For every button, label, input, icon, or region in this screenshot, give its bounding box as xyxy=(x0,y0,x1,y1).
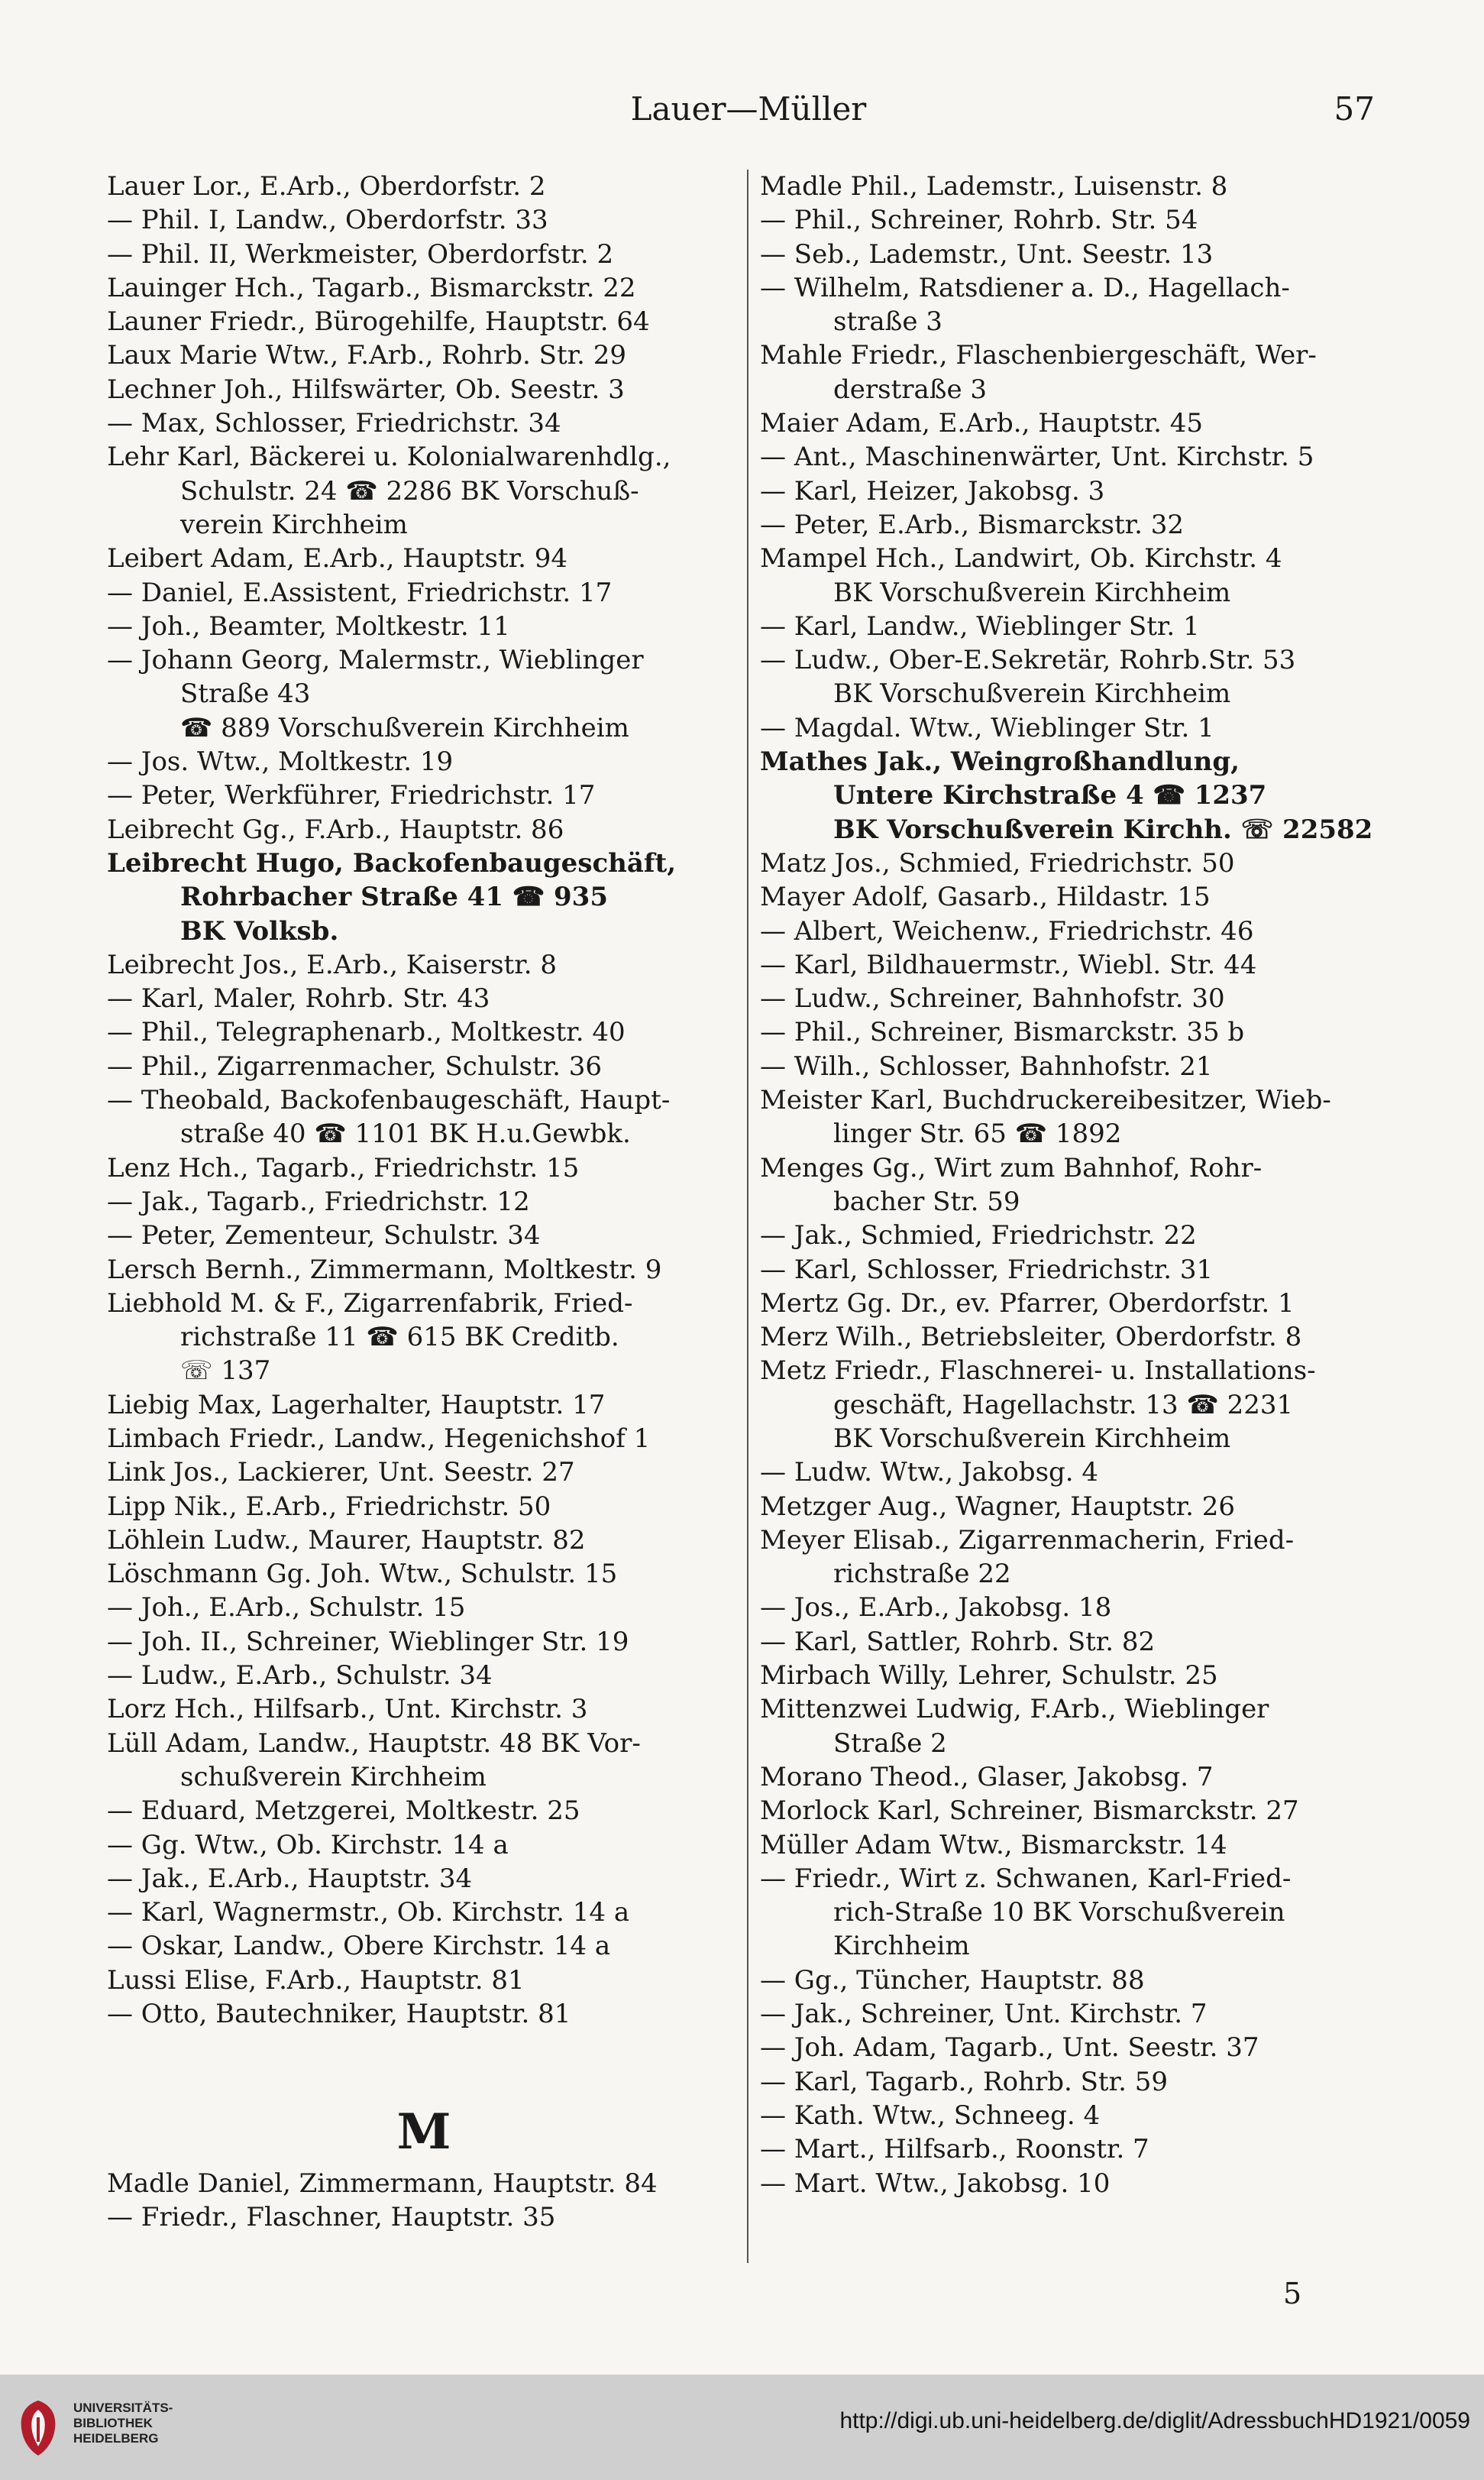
entry-line: — Gg. Wtw., Ob. Kirchstr. 14 a xyxy=(107,1829,509,1860)
directory-entry xyxy=(760,474,1394,508)
entry-continuation: ☏ 137 xyxy=(180,1355,271,1387)
directory-entry xyxy=(107,271,741,305)
entry-line: Link Jos., Lackierer, Unt. Seestr. 27 xyxy=(107,1457,575,1488)
directory-entry xyxy=(107,305,741,338)
entry-continuation: bacher Str. 59 xyxy=(833,1186,1020,1217)
directory-entry xyxy=(760,1354,1394,1455)
entry-line: Matz Jos., Schmied, Friedrichstr. 50 xyxy=(760,847,1235,879)
directory-entry xyxy=(107,1625,741,1659)
entry-line: Lechner Joh., Hilfswärter, Ob. Seestr. 3 xyxy=(107,374,625,405)
entry-line: Leibrecht Hugo, Backofenbaugeschäft, xyxy=(107,847,677,879)
directory-entry xyxy=(107,1794,741,1828)
entry-continuation: BK Vorschußverein Kirchh. ☏ 22582 xyxy=(833,814,1373,845)
directory-entry xyxy=(107,1015,741,1049)
directory-entry xyxy=(107,576,741,610)
entry-line: Metz Friedr., Flaschnerei- u. Installations- xyxy=(760,1355,1316,1387)
entry-line: — Jak., Tagarb., Friedrichstr. 12 xyxy=(107,1186,530,1217)
entry-line: — Otto, Bautechniker, Hauptstr. 81 xyxy=(107,1999,571,2030)
entry-line: — Karl, Maler, Rohrb. Str. 43 xyxy=(107,983,490,1015)
entry-line: — Johann Georg, Malermstr., Wieblinger xyxy=(107,645,644,676)
entry-line: — Seb., Lademstr., Unt. Seestr. 13 xyxy=(760,238,1214,270)
entry-line: — Karl, Tagarb., Rohrb. Str. 59 xyxy=(760,2066,1168,2097)
entry-line: — Theobald, Backofenbaugeschäft, Haupt- xyxy=(107,1085,671,1116)
entry-line: — Max, Schlosser, Friedrichstr. 34 xyxy=(107,408,561,439)
directory-entry xyxy=(107,610,741,643)
entry-line: Lüll Adam, Landw., Hauptstr. 48 BK Vor- xyxy=(107,1727,641,1759)
entry-continuation: richstraße 22 xyxy=(833,1559,1011,1590)
directory-entry xyxy=(107,1828,741,1862)
directory-entry xyxy=(760,2099,1394,2132)
entry-line: Mahle Friedr., Flaschenbiergeschäft, Wer- xyxy=(760,340,1317,371)
directory-entry xyxy=(107,170,741,203)
entry-continuation: BK Vorschußverein Kirchheim xyxy=(833,678,1231,710)
entry-line: — Jak., E.Arb., Hauptstr. 34 xyxy=(107,1863,473,1894)
source-url-link[interactable]: http://digi.ub.uni-heidelberg.de/diglit/AdressbuchHD1921/0059 xyxy=(839,2408,1470,2433)
entry-line: — Phil., Schreiner, Rohrb. Str. 54 xyxy=(760,205,1198,236)
entry-continuation: ☎ 889 Vorschußverein Kirchheim xyxy=(180,712,629,743)
entry-line: Mathes Jak., Weingroßhandlung, xyxy=(760,746,1240,778)
directory-entry xyxy=(107,1896,741,1929)
directory-entry xyxy=(107,542,741,575)
directory-entry xyxy=(107,813,741,847)
entry-line: — Jak., Schmied, Friedrichstr. 22 xyxy=(760,1220,1197,1251)
entry-line: Launer Friedr., Bürogehilfe, Hauptstr. 64 xyxy=(107,306,650,338)
entry-line: Leibert Adam, E.Arb., Hauptstr. 94 xyxy=(107,543,568,575)
library-logo-icon xyxy=(14,2397,63,2459)
entry-line: — Jos. Wtw., Moltkestr. 19 xyxy=(107,746,454,778)
entry-line: Metzger Aug., Wagner, Hauptstr. 26 xyxy=(760,1491,1236,1522)
directory-entry xyxy=(760,1625,1394,1659)
directory-entry xyxy=(107,1388,741,1422)
entry-line: Menges Gg., Wirt zum Bahnhof, Rohr- xyxy=(760,1152,1263,1183)
library-name-line: UNIVERSITÄTS- xyxy=(73,2401,173,2415)
directory-entry xyxy=(760,203,1394,237)
entry-line: Liebig Max, Lagerhalter, Hauptstr. 17 xyxy=(107,1389,606,1420)
directory-entry xyxy=(107,1727,741,1795)
entry-continuation: Straße 2 xyxy=(833,1727,947,1759)
entry-line: — Joh. Adam, Tagarb., Unt. Seestr. 37 xyxy=(760,2032,1259,2064)
directory-entry xyxy=(107,1185,741,1219)
entry-line: Lipp Nik., E.Arb., Friedrichstr. 50 xyxy=(107,1491,551,1522)
entry-continuation: BK Vorschußverein Kirchheim xyxy=(833,577,1231,608)
entry-line: — Friedr., Wirt z. Schwanen, Karl-Fried- xyxy=(760,1863,1292,1894)
section-letter-heading: M xyxy=(396,2103,451,2161)
entry-line: Lauer Lor., E.Arb., Oberdorfstr. 2 xyxy=(107,171,546,202)
entry-line: Mayer Adolf, Gasarb., Hildastr. 15 xyxy=(760,882,1211,913)
directory-entry xyxy=(760,982,1394,1015)
directory-entry xyxy=(107,1964,741,1997)
directory-entry xyxy=(107,1083,741,1151)
entry-line: — Karl, Schlosser, Friedrichstr. 31 xyxy=(760,1254,1214,1285)
entry-line: Liebhold M. & F., Zigarrenfabrik, Fried- xyxy=(107,1287,633,1319)
entry-line: Mertz Gg. Dr., ev. Pfarrer, Oberdorfstr. 1 xyxy=(760,1287,1295,1319)
entry-line: — Gg., Tüncher, Hauptstr. 88 xyxy=(760,1964,1145,1996)
directory-entry xyxy=(107,1557,741,1591)
directory-entry xyxy=(760,1997,1394,2031)
entry-continuation: richstraße 11 ☎ 615 BK Creditb. xyxy=(180,1322,619,1353)
directory-entry xyxy=(760,711,1394,745)
directory-entry xyxy=(760,1862,1394,1964)
entry-line: Löhlein Ludw., Maurer, Hauptstr. 82 xyxy=(107,1524,586,1556)
directory-entry xyxy=(760,1083,1394,1151)
directory-entry xyxy=(760,880,1394,914)
entry-line: — Jos., E.Arb., Jakobsg. 18 xyxy=(760,1592,1112,1624)
library-name xyxy=(73,2401,173,2446)
page-number: 57 xyxy=(1334,90,1375,128)
directory-entry xyxy=(107,1659,741,1692)
directory-entry xyxy=(760,1964,1394,1997)
directory-entry xyxy=(760,1760,1394,1794)
entry-line: Müller Adam Wtw., Bismarckstr. 14 xyxy=(760,1829,1227,1860)
entry-line: — Mart. Wtw., Jakobsg. 10 xyxy=(760,2168,1111,2199)
directory-entry xyxy=(760,238,1394,271)
entry-line: Mampel Hch., Landwirt, Ob. Kirchstr. 4 xyxy=(760,543,1282,575)
directory-entry xyxy=(107,2200,741,2234)
entry-line: Lorz Hch., Hilfsarb., Unt. Kirchstr. 3 xyxy=(107,1694,588,1725)
entry-line: — Joh., E.Arb., Schulstr. 15 xyxy=(107,1592,466,1624)
entry-line: Leibrecht Jos., E.Arb., Kaiserstr. 8 xyxy=(107,949,557,980)
directory-entry xyxy=(107,1422,741,1455)
directory-entry xyxy=(760,542,1394,610)
directory-entry xyxy=(760,745,1394,847)
entry-line: — Daniel, E.Assistent, Friedrichstr. 17 xyxy=(107,577,613,608)
directory-entry xyxy=(107,982,741,1015)
directory-entry xyxy=(760,1523,1394,1591)
library-name-line: HEIDELBERG xyxy=(73,2431,159,2446)
entry-line: — Phil., Zigarrenmacher, Schulstr. 36 xyxy=(107,1051,603,1082)
directory-entry xyxy=(107,1219,741,1252)
directory-entry xyxy=(760,406,1394,440)
directory-entry xyxy=(760,440,1394,474)
directory-entry xyxy=(760,2132,1394,2166)
directory-entry xyxy=(760,1794,1394,1828)
directory-entry xyxy=(760,1692,1394,1760)
directory-entry xyxy=(760,1287,1394,1320)
directory-entry xyxy=(760,610,1394,643)
entry-line: — Karl, Wagnermstr., Ob. Kirchstr. 14 a xyxy=(107,1897,630,1928)
entry-continuation: straße 40 ☎ 1101 BK H.u.Gewbk. xyxy=(180,1119,631,1150)
directory-entry xyxy=(760,1320,1394,1354)
entry-line: — Peter, E.Arb., Bismarckstr. 32 xyxy=(760,509,1185,540)
entry-line: Lehr Karl, Bäckerei u. Kolonialwarenhdlg., xyxy=(107,442,671,473)
entry-line: — Phil., Schreiner, Bismarckstr. 35 b xyxy=(760,1017,1245,1048)
entry-line: — Ant., Maschinenwärter, Unt. Kirchstr. 5 xyxy=(760,442,1314,473)
entry-line: — Karl, Bildhauermstr., Wiebl. Str. 44 xyxy=(760,949,1257,980)
directory-entry xyxy=(760,338,1394,406)
entry-line: Lenz Hch., Tagarb., Friedrichstr. 15 xyxy=(107,1152,580,1183)
entry-line: Meister Karl, Buchdruckereibesitzer, Wieb- xyxy=(760,1085,1331,1116)
entry-line: Morano Theod., Glaser, Jakobsg. 7 xyxy=(760,1761,1214,1792)
column-divider xyxy=(747,170,748,2263)
section-spacer xyxy=(107,2031,741,2099)
entry-continuation: linger Str. 65 ☎ 1892 xyxy=(833,1119,1122,1150)
entry-line: — Ludw., Schreiner, Bahnhofstr. 30 xyxy=(760,983,1225,1015)
entry-line: Morlock Karl, Schreiner, Bismarckstr. 27 xyxy=(760,1795,1299,1827)
entry-line: — Karl, Sattler, Rohrb. Str. 82 xyxy=(760,1626,1156,1657)
directory-entry xyxy=(760,1659,1394,1692)
directory-entry xyxy=(760,1015,1394,1049)
entry-line: Madle Daniel, Zimmermann, Hauptstr. 84 xyxy=(107,2168,658,2199)
entry-line: — Wilh., Schlosser, Bahnhofstr. 21 xyxy=(760,1051,1213,1082)
directory-entry xyxy=(760,1253,1394,1287)
entry-line: Madle Phil., Lademstr., Luisenstr. 8 xyxy=(760,171,1228,202)
directory-entry xyxy=(760,170,1394,203)
entry-line: — Joh. II., Schreiner, Wieblinger Str. 19 xyxy=(107,1626,629,1657)
directory-entry xyxy=(760,948,1394,982)
library-name-line: BIBLIOTHEK xyxy=(73,2416,153,2430)
directory-entry xyxy=(107,1692,741,1726)
directory-entry xyxy=(107,847,741,948)
directory-entry xyxy=(760,1591,1394,1624)
directory-entry xyxy=(760,1455,1394,1489)
entry-line: — Ludw., E.Arb., Schulstr. 34 xyxy=(107,1660,493,1692)
directory-entry xyxy=(107,338,741,372)
directory-entry xyxy=(107,1253,741,1287)
entry-continuation: verein Kirchheim xyxy=(180,509,408,540)
entry-line: — Peter, Werkführer, Friedrichstr. 17 xyxy=(107,780,596,811)
directory-entry xyxy=(107,779,741,812)
directory-entry xyxy=(107,948,741,982)
footer-bar xyxy=(0,2375,1484,2480)
directory-entry xyxy=(107,1862,741,1896)
entry-line: Mittenzwei Ludwig, F.Arb., Wieblinger xyxy=(760,1694,1269,1725)
entry-line: Limbach Friedr., Landw., Hegenichshof 1 xyxy=(107,1423,651,1454)
entry-line: — Mart., Hilfsarb., Roonstr. 7 xyxy=(760,2134,1149,2165)
directory-entry xyxy=(760,271,1394,339)
directory-entry xyxy=(107,238,741,271)
directory-entry xyxy=(107,1997,741,2031)
entry-continuation: Schulstr. 24 ☎ 2286 BK Vorschuß- xyxy=(180,475,639,507)
directory-entry xyxy=(107,1523,741,1557)
entry-continuation: straße 3 xyxy=(833,306,942,338)
entry-line: Merz Wilh., Betriebsleiter, Oberdorfstr. 8 xyxy=(760,1322,1302,1353)
directory-entry xyxy=(107,1287,741,1388)
directory-entry xyxy=(760,643,1394,711)
directory-entry xyxy=(107,643,741,745)
entry-line: Lauinger Hch., Tagarb., Bismarckstr. 22 xyxy=(107,272,636,303)
entry-line: — Albert, Weichenw., Friedrichstr. 46 xyxy=(760,915,1254,947)
directory-entry xyxy=(107,1591,741,1624)
left-column xyxy=(107,170,741,2234)
entry-continuation: Straße 43 xyxy=(180,678,311,710)
entry-line: — Jak., Schreiner, Unt. Kirchstr. 7 xyxy=(760,1999,1208,2030)
directory-entry xyxy=(107,1929,741,1963)
entry-line: — Eduard, Metzgerei, Moltkestr. 25 xyxy=(107,1795,580,1827)
directory-entry xyxy=(760,1050,1394,1083)
entry-continuation: Untere Kirchstraße 4 ☎ 1237 xyxy=(833,780,1267,811)
entry-line: — Magdal. Wtw., Wieblinger Str. 1 xyxy=(760,712,1214,743)
entry-continuation: BK Volksb. xyxy=(180,915,339,947)
entry-line: — Oskar, Landw., Obere Kirchstr. 14 a xyxy=(107,1931,611,1962)
entry-line: Mirbach Willy, Lehrer, Schulstr. 25 xyxy=(760,1660,1218,1692)
entry-line: — Karl, Landw., Wieblinger Str. 1 xyxy=(760,610,1200,642)
entry-line: — Ludw. Wtw., Jakobsg. 4 xyxy=(760,1457,1099,1488)
entry-line: — Joh., Beamter, Moltkestr. 11 xyxy=(107,610,510,642)
directory-entry xyxy=(760,2031,1394,2064)
entry-line: — Karl, Heizer, Jakobsg. 3 xyxy=(760,475,1105,507)
directory-entry xyxy=(107,1455,741,1489)
entry-line: Meyer Elisab., Zigarrenmacherin, Fried- xyxy=(760,1524,1295,1556)
entry-line: Maier Adam, E.Arb., Hauptstr. 45 xyxy=(760,408,1203,439)
directory-entry xyxy=(107,406,741,440)
entry-continuation: geschäft, Hagellachstr. 13 ☎ 2231 xyxy=(833,1389,1294,1420)
directory-entry xyxy=(107,373,741,406)
entry-line: Löschmann Gg. Joh. Wtw., Schulstr. 15 xyxy=(107,1559,618,1590)
entry-continuation: derstraße 3 xyxy=(833,374,988,405)
entry-continuation: rich-Straße 10 BK Vorschußverein xyxy=(833,1897,1285,1928)
entry-line: — Wilhelm, Ratsdiener a. D., Hagellach- xyxy=(760,272,1290,303)
entry-line: — Kath. Wtw., Schneeg. 4 xyxy=(760,2100,1101,2131)
entry-line: — Phil., Telegraphenarb., Moltkestr. 40 xyxy=(107,1017,626,1048)
entry-line: Leibrecht Gg., F.Arb., Hauptstr. 86 xyxy=(107,814,564,845)
directory-entry xyxy=(760,2065,1394,2099)
directory-entry xyxy=(107,440,741,542)
entry-line: Lersch Bernh., Zimmermann, Moltkestr. 9 xyxy=(107,1254,662,1285)
entry-line: — Friedr., Flaschner, Hauptstr. 35 xyxy=(107,2201,556,2232)
entry-continuation: BK Vorschußverein Kirchheim xyxy=(833,1423,1231,1454)
entry-continuation: schußverein Kirchheim xyxy=(180,1761,487,1792)
directory-entry xyxy=(760,915,1394,948)
directory-entry xyxy=(107,1151,741,1185)
entry-continuation: Rohrbacher Straße 41 ☎ 935 xyxy=(180,882,608,913)
entry-line: — Ludw., Ober-E.Sekretär, Rohrb.Str. 53 xyxy=(760,645,1296,676)
directory-entry xyxy=(760,1219,1394,1252)
directory-entry xyxy=(107,1050,741,1083)
directory-entry xyxy=(107,745,741,779)
directory-entry xyxy=(760,508,1394,542)
page-header xyxy=(107,83,1390,136)
entry-line: — Phil. II, Werkmeister, Oberdorfstr. 2 xyxy=(107,238,614,270)
directory-entry xyxy=(760,1490,1394,1523)
directory-entry xyxy=(760,1151,1394,1219)
directory-entry xyxy=(107,203,741,237)
entry-line: Lussi Elise, F.Arb., Hauptstr. 81 xyxy=(107,1964,525,1996)
directory-entry xyxy=(107,2167,741,2200)
entry-line: — Phil. I, Landw., Oberdorfstr. 33 xyxy=(107,205,548,236)
right-column xyxy=(760,170,1394,2200)
page-title: Lauer—Müller xyxy=(630,90,867,128)
directory-entry xyxy=(760,1828,1394,1862)
entry-line: — Peter, Zementeur, Schulstr. 34 xyxy=(107,1220,541,1251)
directory-entry xyxy=(107,1490,741,1523)
entry-continuation: Kirchheim xyxy=(833,1931,970,1962)
entry-line: Laux Marie Wtw., F.Arb., Rohrb. Str. 29 xyxy=(107,340,627,371)
sheet-signature: 5 xyxy=(1283,2277,1302,2310)
directory-entry xyxy=(760,2167,1394,2200)
directory-entry xyxy=(760,847,1394,880)
